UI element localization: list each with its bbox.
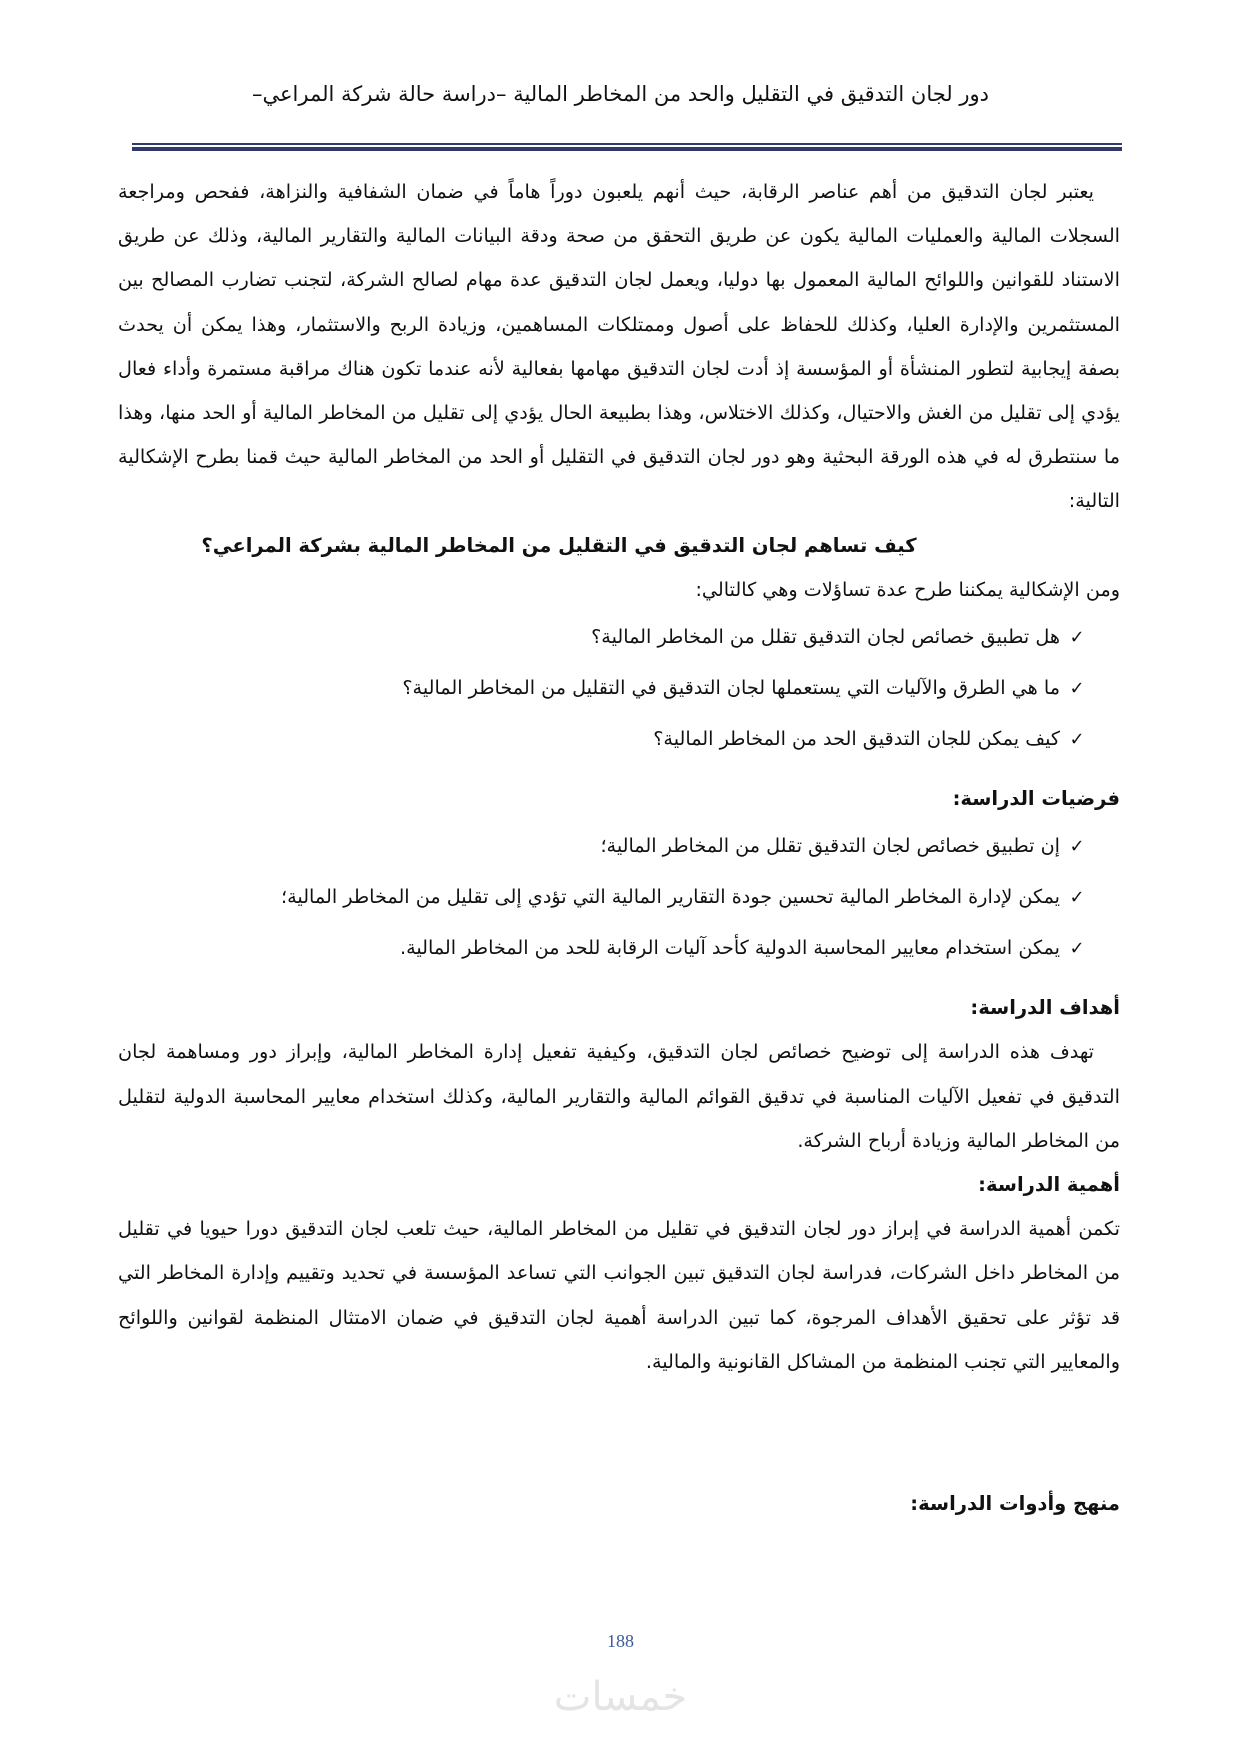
list-item — [118, 821, 1094, 872]
list-item — [118, 663, 1094, 714]
objectives-heading: أهداف الدراسة: — [970, 996, 1120, 1020]
page-number: 188 — [607, 1631, 634, 1651]
running-header: دور لجان التدقيق في التقليل والحد من المخاطر المالية –دراسة حالة شركة المراعي– — [252, 82, 989, 106]
list-item-text: يمكن استخدام معايير المحاسبة الدولية كأحد آليات الرقابة للحد من المخاطر المالية. — [399, 936, 1060, 960]
list-item — [118, 612, 1094, 663]
list-item-text: يمكن لإدارة المخاطر المالية تحسين جودة التقارير المالية التي تؤدي إلى تقليل من المخاطر المالية؛ — [281, 885, 1060, 909]
list-item — [118, 923, 1094, 974]
list-item — [118, 714, 1094, 765]
check-icon: ✓ — [1069, 729, 1085, 751]
methodology-heading: منهج وأدوات الدراسة: — [910, 1492, 1120, 1516]
hypotheses-list — [118, 821, 1120, 974]
body-content — [118, 170, 1120, 1526]
importance-heading: أهمية الدراسة: — [978, 1173, 1120, 1197]
list-item-text: كيف يمكن للجان التدقيق الحد من المخاطر المالية؟ — [653, 727, 1060, 751]
list-item-text: إن تطبيق خصائص لجان التدقيق تقلل من المخاطر المالية؛ — [600, 834, 1060, 858]
check-icon: ✓ — [1069, 836, 1085, 858]
check-icon: ✓ — [1069, 938, 1085, 960]
sub-questions-list — [118, 612, 1120, 765]
check-icon: ✓ — [1069, 887, 1085, 909]
research-question: كيف تساهم لجان التدقيق في التقليل من المخاطر المالية بشركة المراعي؟ — [201, 533, 917, 557]
importance-paragraph: تكمن أهمية الدراسة في إبراز دور لجان التدقيق في تقليل من المخاطر المالية، حيث تلعب لجان التدقيق دورا حيويا في تقليل من المخاطر داخل الشركات، فدراسة لجان التدقيق تبين الجوانب التي تساعد المؤسسة في تحديد وتقييم وإدارة المخاطر التي قد تؤثر على تحقيق الأهداف المرجوة، كما تبين الدراسة أهمية لجان التدقيق في ضمان الامتثال المنظمة لقوانين واللوائح والمعايير التي تجنب المنظمة من المشاكل القانونية والمالية. — [118, 1217, 1120, 1373]
header-rule-thick — [132, 147, 1122, 151]
check-icon: ✓ — [1069, 678, 1085, 700]
sub-questions-intro: ومن الإشكالية يمكننا طرح عدة تساؤلات وهي كالتالي: — [695, 577, 1120, 601]
objectives-paragraph: تهدف هذه الدراسة إلى توضيح خصائص لجان التدقيق، وكيفية تفعيل إدارة المخاطر المالية، وإبراز دور ومساهمة لجان التدقيق في تفعيل الآليات المناسبة في تدقيق القوائم المالية والتقارير المالية، وكذلك استخدام معايير المحاسبة الدولية لتقليل من المخاطر المالية وزيادة أرباح الشركة. — [118, 1040, 1120, 1152]
hypotheses-heading: فرضيات الدراسة: — [952, 787, 1120, 811]
spacer — [118, 1384, 1120, 1482]
watermark-logo: خمسات — [553, 1674, 688, 1720]
check-icon: ✓ — [1069, 627, 1085, 649]
list-item-text: ما هي الطرق والآليات التي يستعملها لجان التدقيق في التقليل من المخاطر المالية؟ — [402, 676, 1060, 700]
spacer — [118, 974, 1120, 986]
list-item-text: هل تطبيق خصائص لجان التدقيق تقلل من المخاطر المالية؟ — [591, 625, 1060, 649]
intro-paragraph: يعتبر لجان التدقيق من أهم عناصر الرقابة، حيث أنهم يلعبون دوراً هاماً في ضمان الشفافية والنزاهة، ففحص ومراجعة السجلات المالية والعمليات المالية يكون عن طريق التحقق من صحة ودقة البيانات المالية والتقارير المالية، وذلك عن طريق الاستناد للقوانين واللوائح المالية المعمول بها دوليا، ويعمل لجان التدقيق عدة مهام لصالح الشركة، لتجنب تضارب المصالح بين المستثمرين والإدارة العليا، وكذلك للحفاظ على أصول وممتلكات المساهمين، وزيادة الربح والاستثمار، وهذا يمكن أن يحدث بصفة إيجابية لتطور المنشأة أو المؤسسة إذ أدت لجان التدقيق مهامها بفعالية لأنه عندما تكون هناك مراقبة مستمرة وأداء فعال يؤدي إلى تقليل من الغش والاحتيال، وكذلك الاختلاس، وهذا بطبيعة الحال يؤدي إلى تقليل من المخاطر المالية أو الحد منها، وهذا ما سنتطرق له في هذه الورقة البحثية وهو دور لجان التدقيق في التقليل أو الحد من المخاطر المالية حيث قمنا بطرح الإشكالية التالية: — [118, 180, 1120, 513]
list-item — [118, 872, 1094, 923]
header-rule-thin — [132, 143, 1122, 145]
spacer — [118, 765, 1120, 777]
